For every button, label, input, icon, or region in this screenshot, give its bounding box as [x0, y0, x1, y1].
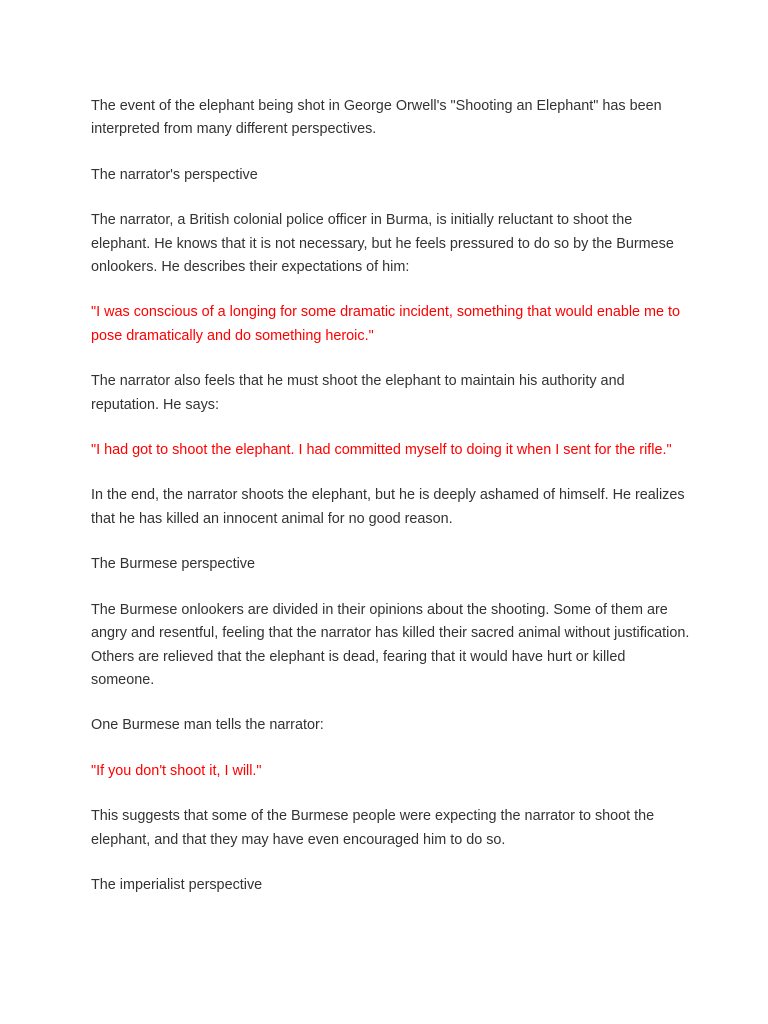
quote-shoot-elephant: "I had got to shoot the elephant. I had committed myself to doing it when I sent for the rifle.": [91, 442, 672, 459]
quote-dramatic-incident: "I was conscious of a longing for some dramatic incident, something that would enable me to pose dramatically and do something heroic.": [91, 304, 681, 344]
ashamed-paragraph: In the end, the narrator shoots the elephant, but he is deeply ashamed of himself. He realizes that he has killed an innocent animal for no good reason.: [91, 487, 685, 527]
authority-paragraph: The narrator also feels that he must shoot the elephant to maintain his authority and reputation. He says:: [91, 373, 625, 413]
suggests-paragraph: This suggests that some of the Burmese people were expecting the narrator to shoot the elephant, and that they may have even encouraged him to do so.: [91, 808, 655, 848]
quote-if-you-dont: "If you don't shoot it, I will.": [91, 762, 262, 779]
intro-paragraph: The event of the elephant being shot in George Orwell's "Shooting an Elephant" has been interpreted from many different perspectives.: [91, 98, 662, 138]
burmese-opinions-paragraph: The Burmese onlookers are divided in their opinions about the shooting. Some of them are angry and resentful, feeling that the narrator has killed their sacred animal without justification. Others are relieved that the elephant is dead, fearing that it would have hurt or killed someone.: [91, 601, 690, 688]
section-heading-narrator: The narrator's perspective: [91, 166, 258, 183]
document-body: [91, 95, 691, 919]
section-heading-burmese: The Burmese perspective: [91, 556, 255, 573]
section-heading-imperialist: The imperialist perspective: [91, 876, 263, 893]
burmese-man-paragraph: One Burmese man tells the narrator:: [91, 717, 324, 734]
narrator-paragraph: The narrator, a British colonial police officer in Burma, is initially reluctant to shoot the elephant. He knows that it is not necessary, but he feels pressured to do so by the Burmese onlookers. He describes their expectations of him:: [91, 212, 674, 276]
